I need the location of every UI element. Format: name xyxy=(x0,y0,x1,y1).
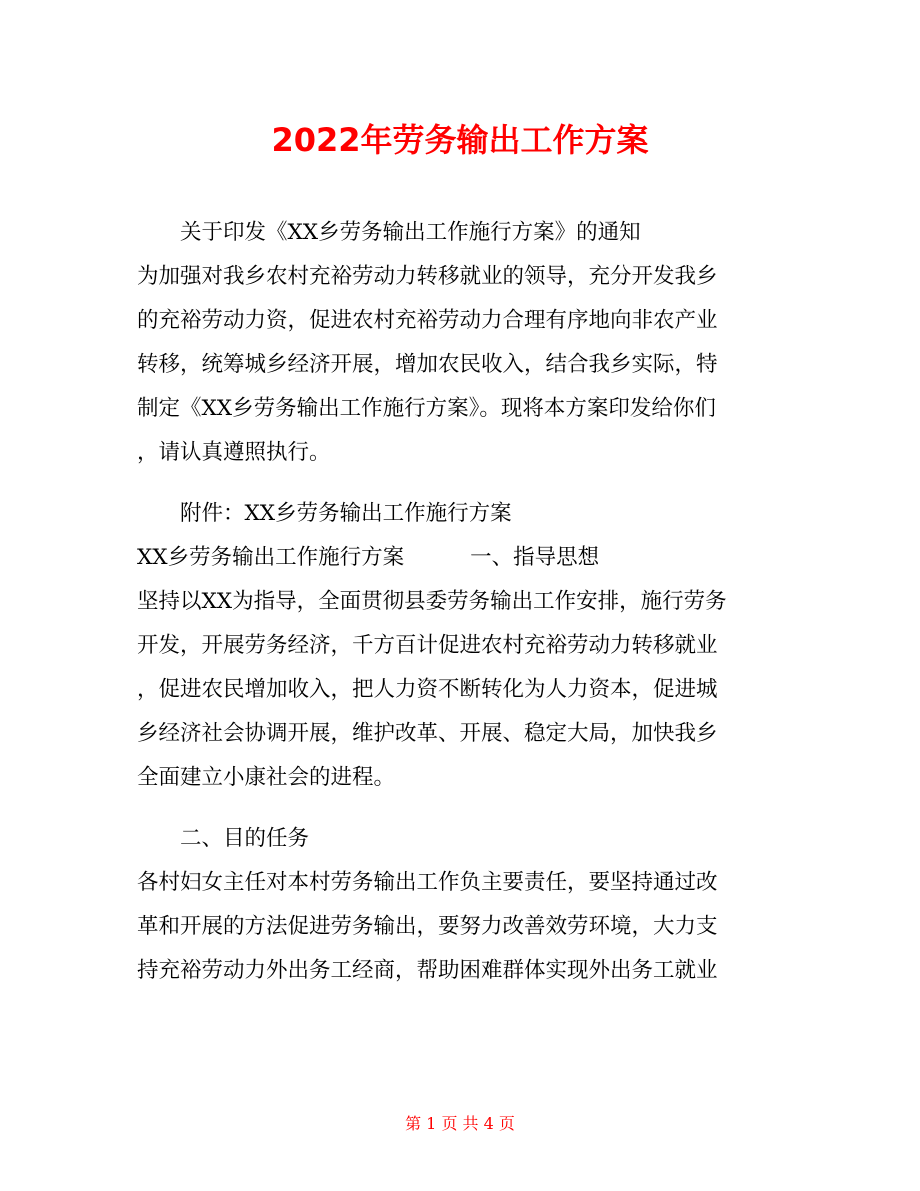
body-line: 革和开展的方法促进劳务输出，要努力改善效劳环境，大力支 xyxy=(137,914,718,939)
body-line: 的充裕劳动力资，促进农村充裕劳动力合理有序地向非农产业 xyxy=(137,308,718,333)
body-line: 持充裕劳动力外出务工经商，帮助困难群体实现外出务工就业 xyxy=(137,958,718,983)
body-line: ，请认真遵照执行。 xyxy=(137,440,331,465)
body-line: 各村妇女主任对本村劳务输出工作负主要责任，要坚持通过改 xyxy=(137,870,718,895)
document-title: 2022年劳务输出工作方案 xyxy=(271,121,649,159)
attachment-line: 附件：XX乡劳务输出工作施行方案 xyxy=(180,501,512,526)
body-line: 乡经济社会协调开展，维护改革、开展、稳定大局，加快我乡 xyxy=(137,721,718,746)
body-line: 开发，开展劳务经济，千方百计促进农村充裕劳动力转移就业 xyxy=(137,633,718,658)
plan-heading-line xyxy=(137,543,787,573)
plan-name: XX乡劳务输出工作施行方案 xyxy=(137,545,405,570)
body-line: 制定《XX乡劳务输出工作施行方案》。现将本方案印发给你们 xyxy=(137,396,716,421)
body-line: 坚持以XX为指导，全面贯彻县委劳务输出工作安排，施行劳务 xyxy=(137,589,727,614)
body-line: 全面建立小康社会的进程。 xyxy=(137,765,396,790)
section-one-heading: 一、指导思想 xyxy=(470,545,600,570)
body-line: 转移，统筹城乡经济开展，增加农民收入，结合我乡实际，特 xyxy=(137,352,718,377)
notice-heading: 关于印发《XX乡劳务输出工作施行方案》的通知 xyxy=(180,220,641,245)
section-two-heading: 二、目的任务 xyxy=(180,826,310,851)
body-line: ，促进农民增加收入，把人力资不断转化为人力资本，促进城 xyxy=(137,677,718,702)
page-footer: 第 1 页 共 4 页 xyxy=(405,1114,515,1133)
body-line: 为加强对我乡农村充裕劳动力转移就业的领导，充分开发我乡 xyxy=(137,264,718,289)
